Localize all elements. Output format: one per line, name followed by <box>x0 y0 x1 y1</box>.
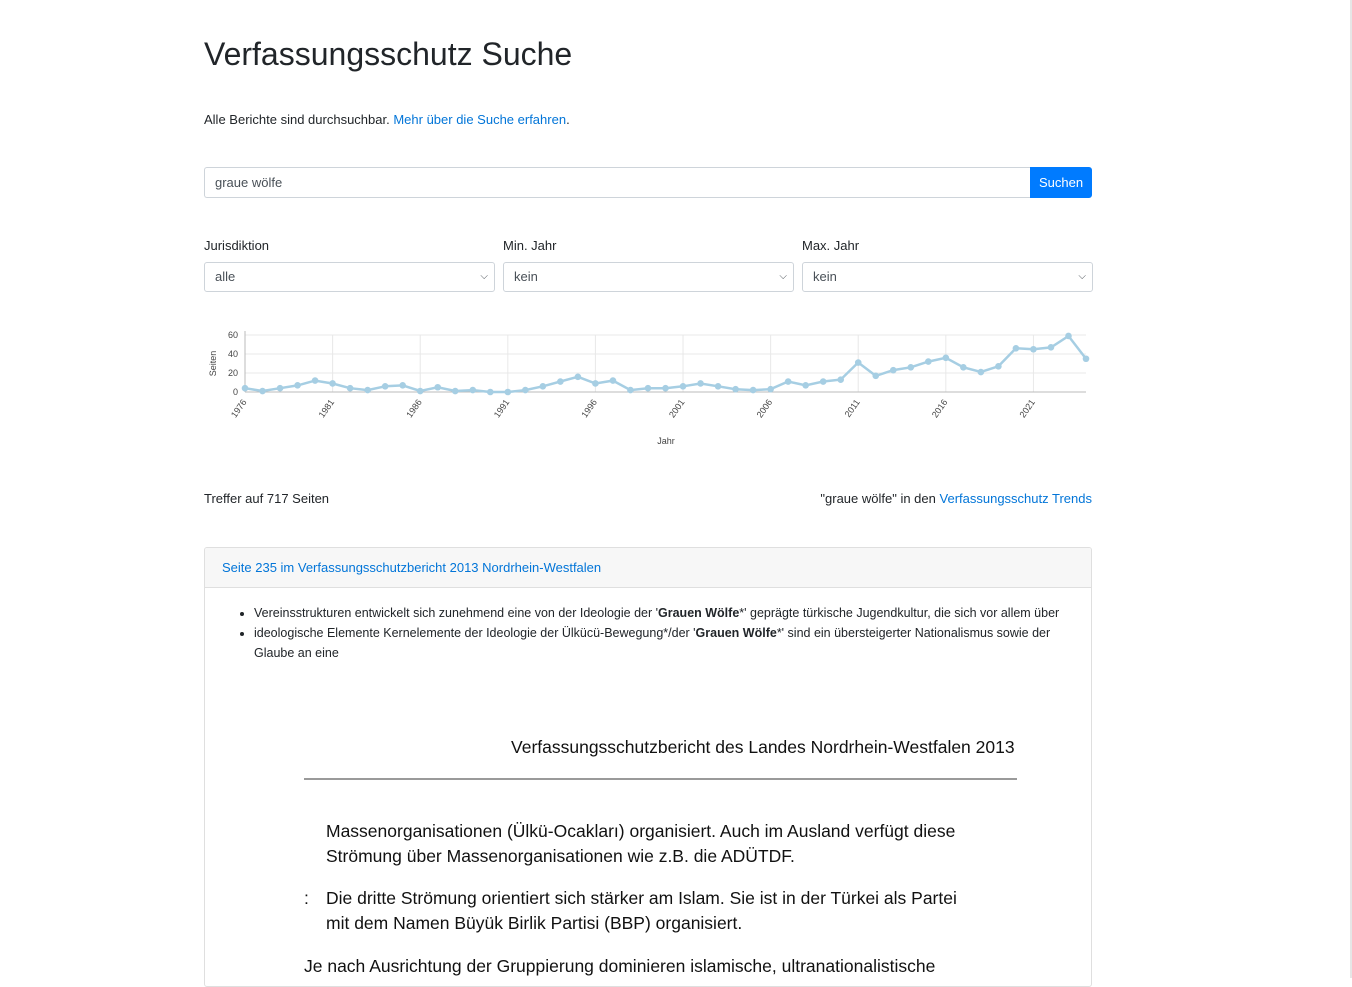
snippet-item <box>254 623 1071 663</box>
trends-prefix: "graue wölfe" in den <box>820 491 936 506</box>
search-button[interactable]: Suchen <box>1030 167 1092 198</box>
data-point <box>995 363 1002 370</box>
y-tick-label: 40 <box>227 349 238 359</box>
data-point <box>259 388 266 395</box>
series-line <box>245 336 1086 392</box>
chevron-down-icon: ⌵ <box>779 271 787 282</box>
data-point <box>434 384 441 391</box>
data-point <box>978 369 985 376</box>
data-point <box>610 377 617 384</box>
x-axis-label: Jahr <box>657 436 675 446</box>
filter-max-year <box>802 238 1093 284</box>
data-point <box>890 367 897 374</box>
x-tick-label: 2011 <box>842 397 862 420</box>
snippet-list <box>205 603 1091 663</box>
data-point <box>872 373 879 380</box>
x-tick-label: 1986 <box>404 397 424 420</box>
max-year-select-value: kein <box>813 269 837 284</box>
document-line: Massenorganisationen (Ülkü-Ocakları) organisiert. Auch im Ausland verfügt diese <box>326 821 956 841</box>
data-point <box>1048 344 1055 351</box>
data-point <box>277 385 284 392</box>
filter-label-max-year: Max. Jahr <box>802 238 860 253</box>
data-point <box>364 387 371 394</box>
y-axis-label: Seiten <box>208 350 218 377</box>
data-point <box>802 382 809 389</box>
chevron-down-icon: ⌵ <box>1078 271 1086 282</box>
data-point <box>627 387 634 394</box>
trends-link[interactable]: Verfassungsschutz Trends <box>939 491 1092 506</box>
data-point <box>1065 333 1072 340</box>
pages-per-year-chart <box>204 322 1092 452</box>
snippet-highlight: Grauen Wölfe <box>658 606 740 620</box>
result-page-link[interactable]: Seite 235 im Verfassungsschutzbericht 2013 Nordrhein-Westfalen <box>222 560 602 575</box>
data-point <box>557 378 564 385</box>
jurisdiction-select[interactable] <box>204 262 495 292</box>
data-point <box>767 386 774 393</box>
y-tick-label: 60 <box>227 330 238 340</box>
data-point <box>837 376 844 383</box>
data-point <box>732 386 739 393</box>
snippet-text: *' sind ein übersteigerter Nationalismus sowie der Glaube an eine <box>254 626 1051 660</box>
data-point <box>662 385 669 392</box>
intro-sentence: Alle Berichte sind durchsuchbar. <box>204 112 390 127</box>
document-line: mit dem Namen Büyük Birlik Partisi (BBP) organisiert. <box>326 913 743 933</box>
search-input[interactable] <box>204 167 1030 198</box>
data-point <box>505 389 512 396</box>
data-point <box>1083 355 1090 362</box>
data-point <box>382 383 389 390</box>
jurisdiction-select-value: alle <box>215 269 236 284</box>
filter-label-jurisdiction: Jurisdiktion <box>204 238 270 253</box>
data-point <box>925 358 932 365</box>
result-card-header <box>205 548 1091 588</box>
hit-count: Treffer auf 717 Seiten <box>204 491 330 506</box>
data-point <box>452 388 459 395</box>
trends-info <box>820 491 1092 506</box>
y-tick-label: 0 <box>232 387 238 397</box>
filter-jurisdiction <box>204 238 495 284</box>
document-line: Die dritte Strömung orientiert sich stärker am Islam. Sie ist in der Türkei als Partei <box>326 888 957 908</box>
snippet-text: Vereinsstrukturen entwickelt sich zunehmend eine von der Ideologie der ' <box>254 606 659 620</box>
x-tick-label: 1991 <box>491 397 512 420</box>
chevron-down-icon: ⌵ <box>480 271 488 282</box>
data-point <box>1030 346 1037 353</box>
data-point <box>469 387 476 394</box>
document-line: Je nach Ausrichtung der Gruppierung dominieren islamische, ultranationalistische <box>304 956 936 976</box>
data-point <box>907 364 914 371</box>
max-year-select[interactable] <box>802 262 1093 292</box>
x-tick-label: 2006 <box>754 397 775 420</box>
min-year-select[interactable] <box>503 262 794 292</box>
x-tick-label: 1981 <box>316 397 337 420</box>
min-year-select-value: kein <box>514 269 538 284</box>
snippet-highlight: Grauen Wölfe <box>695 626 777 640</box>
data-point <box>715 383 722 390</box>
page-title: Verfassungsschutz Suche <box>204 36 573 72</box>
snippet-text: *' geprägte türkische Jugendkultur, die sich vor allem über <box>739 606 1060 620</box>
x-tick-label: 2016 <box>929 397 950 420</box>
data-point <box>417 388 424 395</box>
data-point <box>645 385 652 392</box>
x-tick-label: 1976 <box>228 397 249 420</box>
data-point <box>697 380 704 387</box>
data-point <box>522 387 529 394</box>
filter-label-min-year: Min. Jahr <box>503 238 557 253</box>
x-tick-label: 2021 <box>1017 397 1038 420</box>
search-help-link[interactable]: Mehr über die Suche erfahren <box>393 112 567 127</box>
data-point <box>785 378 792 385</box>
intro-text <box>204 112 570 127</box>
intro-period: . <box>566 112 570 127</box>
snippet-item <box>254 603 1071 623</box>
data-point <box>820 378 827 385</box>
x-tick-label: 2001 <box>666 397 687 420</box>
data-point <box>487 389 494 396</box>
result-card <box>204 547 1092 987</box>
snippet-text: ideologische Elemente Kernelemente der Ideologie der Ülkücü-Bewegung*/der ' <box>254 626 696 640</box>
data-point <box>1013 345 1020 352</box>
data-point <box>242 385 249 392</box>
document-bullet: : <box>304 888 309 908</box>
data-point <box>347 385 354 392</box>
data-point <box>960 364 967 371</box>
data-point <box>680 383 687 390</box>
data-point <box>312 377 319 384</box>
data-point <box>750 387 757 394</box>
data-point <box>575 374 582 381</box>
document-heading: Verfassungsschutzbericht des Landes Nordrhein-Westfalen 2013 <box>511 737 1015 757</box>
data-point <box>399 382 406 389</box>
data-point <box>943 355 950 362</box>
data-point <box>855 359 862 366</box>
x-tick-label: 1996 <box>579 397 600 420</box>
data-point <box>540 383 547 390</box>
filter-min-year <box>503 238 794 284</box>
data-point <box>329 380 336 387</box>
document-rule <box>304 778 1017 780</box>
search-form <box>204 167 1092 198</box>
document-line: Strömung über Massenorganisationen wie z.B. die ADÜTDF. <box>326 846 795 866</box>
data-point <box>592 380 599 387</box>
data-point <box>294 382 301 389</box>
y-tick-label: 20 <box>227 368 238 378</box>
